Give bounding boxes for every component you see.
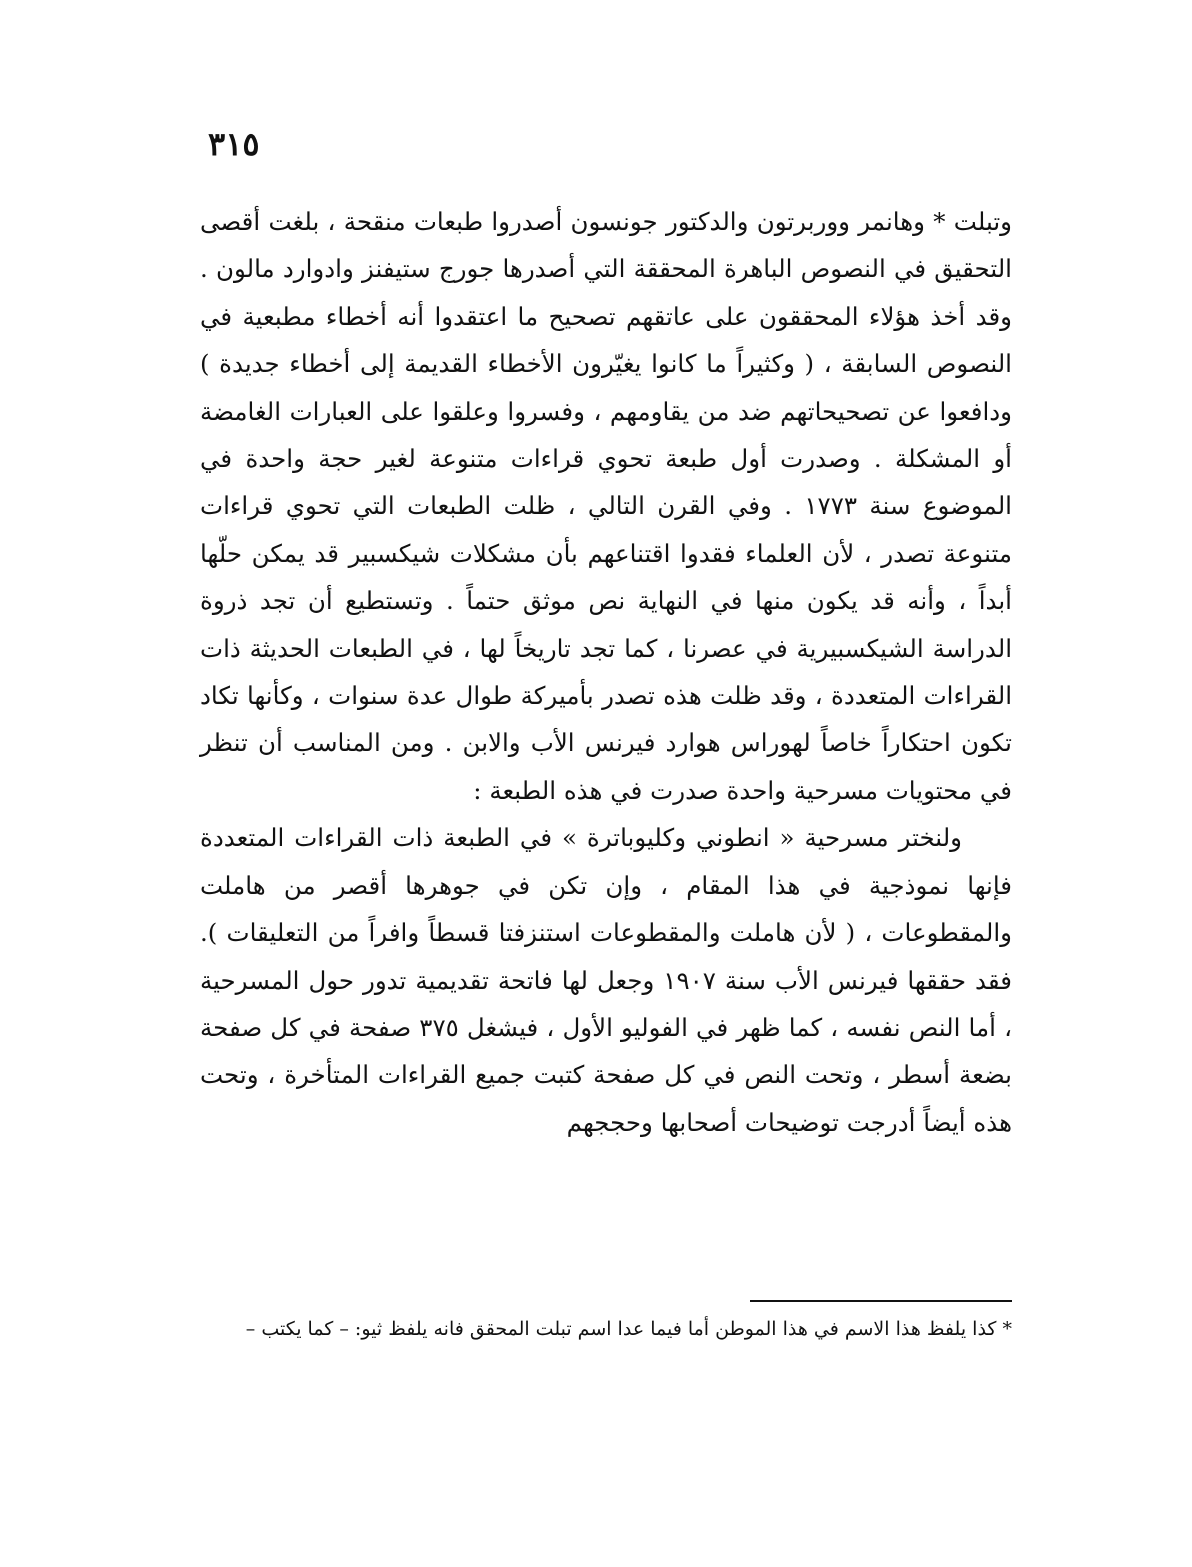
footnote-divider — [750, 1300, 1012, 1302]
footnote-text: * كذا يلفظ هذا الاسم في هذا الموطن أما فيما عدا اسم تبلت المحقق فانه يلفظ ثيو: – كما يكتب – — [245, 1318, 1012, 1340]
main-text — [200, 198, 1012, 1146]
paragraph-2: ولنختر مسرحية « انطوني وكليوباترة » في الطبعة ذات القراءات المتعددة فإنها نموذجية في هذا المقام ، وإن تكن في جوهرها أقصر من هاملت والمقطوعات ، ( لأن هاملت والمقطوعات استنزفتا قسطاً وافراً من التعليقات ). فقد حققها فيرنس الأب سنة ١٩٠٧ وجعل لها فاتحة تقديمية تدور حول المسرحية ، أما النص نفسه ، كما ظهر في الفوليو الأول ، فيشغل ٣٧٥ صفحة في كل صفحة بضعة أسطر ، وتحت النص في كل صفحة كتبت جميع القراءات المتأخرة ، وتحت هذه أيضاً أدرجت توضيحات أصحابها وحججهم — [200, 823, 1013, 1137]
page-number: ٣١٥ — [208, 125, 260, 163]
footnote — [200, 1312, 1012, 1346]
paragraph-1: وتبلت * وهانمر ووربرتون والدكتور جونسون أصدروا طبعات منقحة ، بلغت أقصى التحقيق في النصوص الباهرة المحققة التي أصدرها جورج ستيفنز وادوارد مالون . وقد أخذ هؤلاء المحققون على عاتقهم تصحيح ما اعتقدوا أنه أخطاء مطبعية في النصوص السابقة ، ( وكثيراً ما كانوا يغيّرون الأخطاء القديمة إلى أخطاء جديدة ) ودافعوا عن تصحيحاتهم ضد من يقاومهم ، وفسروا وعلقوا على العبارات الغامضة أو المشكلة . وصدرت أول طبعة تحوي قراءات متنوعة لغير حجة واحدة في الموضوع سنة ١٧٧٣ . وفي القرن التالي ، ظلت الطبعات التي تحوي قراءات متنوعة تصدر ، لأن العلماء فقدوا اقتناعهم بأن مشكلات شيكسبير قد يمكن حلّها أبداً ، وأنه قد يكون منها في النهاية نص موثق حتماً . وتستطيع أن تجد ذروة الدراسة الشيكسبيرية في عصرنا ، كما تجد تاريخاً لها ، في الطبعات الحديثة ذات القراءات المتعددة ، وقد ظلت هذه تصدر بأميركة طوال عدة سنوات ، وكأنها تكاد تكون احتكاراً خاصاً لهوراس هوارد فيرنس الأب والابن . ومن المناسب أن تنظر في محتويات مسرحية واحدة صدرت في هذه الطبعة : — [200, 207, 1012, 805]
